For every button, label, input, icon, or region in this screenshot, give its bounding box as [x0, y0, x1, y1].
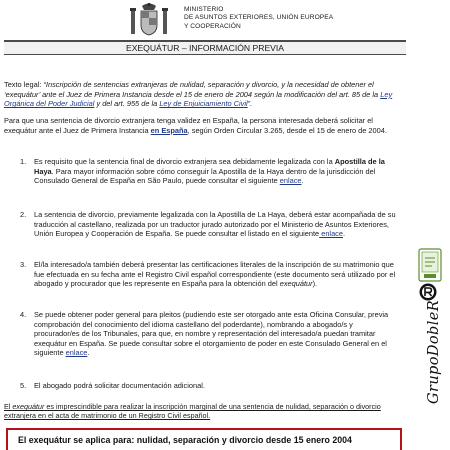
step-post: . Para mayor información sobre cómo conseguir la Apostilla de la Haya dentro de la jurisdicción del Consulado General de España en São Paulo, puede consultar el siguiente: [34, 166, 376, 186]
step-text: [34, 310, 400, 358]
apostilla-enlace-link[interactable]: enlace: [279, 176, 302, 186]
step-pre: La sentencia de divorcio, previamente legalizada con la Apostilla de La Haya, deberá estar acompañada de su traducción al castellano, realizada por un traductor jurado autorizado por el Ministerio de Asuntos Exteriores, Unión Europea y Cooperación de España. Se puede consultar el listado en el siguiente: [34, 210, 396, 239]
step-text: [34, 210, 400, 239]
step-bold: Apostilla de la Haya: [34, 157, 385, 176]
legal-quote-part-3: ”.: [247, 99, 253, 109]
spain-coat-of-arms-icon: [128, 2, 170, 38]
closing-part-2: es imprescindible para realizar la inscripción marginal de una sentencia de nulidad, separación o divorcio extranjera en el acta de matrimonio de un Registro Civil español.: [4, 402, 381, 420]
step-post: Se puede consultar sobre el otorgamiento de poder en este Consulado General en el siguiente: [34, 338, 387, 358]
step-number: 2.: [20, 210, 27, 219]
page-title: EXEQUÁTUR – INFORMACIÓN PREVIA: [4, 40, 406, 55]
closing-paragraph: [4, 402, 406, 420]
legal-text: [4, 80, 404, 109]
step-text: [34, 260, 400, 289]
step-post: ).: [312, 279, 318, 289]
legal-quote-part-1: “Inscripción de sentencias extranjeras de nulidad, separación y divorcio, y la necesidad de obtener el ‘exequátur’ ante el Juez de Primera Instancia desde el 15 de enero de 2004 según la modificación del art. 85 de la: [4, 80, 381, 99]
step-tail: .: [87, 348, 90, 358]
legal-prefix: Texto legal:: [4, 80, 44, 89]
ministry-header: [128, 2, 428, 38]
grupo-doble-r-badge-icon: [418, 248, 442, 282]
step-number: 3.: [20, 260, 27, 269]
intro-part-1: Para que una sentencia de divorcio extranjera tenga validez en España, la persona interesada deberá solicitar el exequátur ante el Juez de Primera Instancia: [4, 116, 373, 135]
step-number: 4.: [20, 310, 27, 319]
brand-wordmark-text: GrupoDobleR: [426, 299, 442, 404]
en-espana-link[interactable]: en España: [150, 125, 188, 135]
traductores-enlace-link[interactable]: enlace: [319, 229, 343, 239]
step-number: 1.: [20, 157, 27, 166]
step-pre: Se puede obtener poder general para pleitos (pudiendo este ser otorgado ante esta Oficina Consular, previa comprobación del conocimiento del idioma castellano del poderdante), nombrando a abogado/s y procurador/es de los Tribunales, para que, en nombre y representación del interesado/a puedan tramitar exequátur en España.: [34, 310, 389, 348]
exequatur-callout-box: El exequátur se aplica para: nulidad, separación y divorcio desde 15 enero 2004: [6, 428, 402, 450]
intro-part-2: , según Orden Circular 3.265, desde el 15 de enero de 2004.: [187, 125, 387, 135]
ministry-line-2: DE ASUNTOS EXTERIORES, UNIÓN EUROPEA: [184, 14, 334, 22]
step-italic: exequátur: [279, 279, 313, 289]
ley-organica-link[interactable]: Ley Orgánica del Poder Judicial: [4, 89, 393, 109]
step-number: 5.: [20, 381, 27, 390]
closing-part-1: El: [4, 402, 13, 411]
ministry-name: [184, 6, 333, 31]
legal-quote-part-2: y del art. 955 de la: [94, 99, 160, 109]
ministry-line-1: MINISTERIO: [184, 6, 224, 13]
step-pre: Es requisito que la sentencia final de divorcio extranjera sea debidamente legalizada con la: [34, 157, 335, 166]
step-text: [34, 157, 400, 186]
step-pre: El/la interesado/a también deberá presentar las certificaciones literales de la inscripción de su matrimonio que fue efectuada en su fecha ante el Registro Civil español correspondiente (este documento será utilizado por el abogado y procurador que les represente en España para la obtención del: [34, 260, 396, 289]
step-text: El abogado podrá solicitar documentación adicional.: [34, 381, 205, 390]
closing-italic: exequátur: [12, 402, 45, 411]
ministry-line-3: Y COOPERACIÓN: [184, 22, 241, 30]
grupo-doble-r-wordmark: [408, 296, 448, 406]
step-tail: .: [343, 229, 346, 239]
poder-enlace-link[interactable]: enlace: [65, 348, 88, 358]
intro-paragraph: [4, 116, 404, 136]
step-tail: .: [301, 176, 304, 186]
ley-enjuiciamiento-link[interactable]: Ley de Enjuiciamiento Civil: [159, 99, 248, 109]
